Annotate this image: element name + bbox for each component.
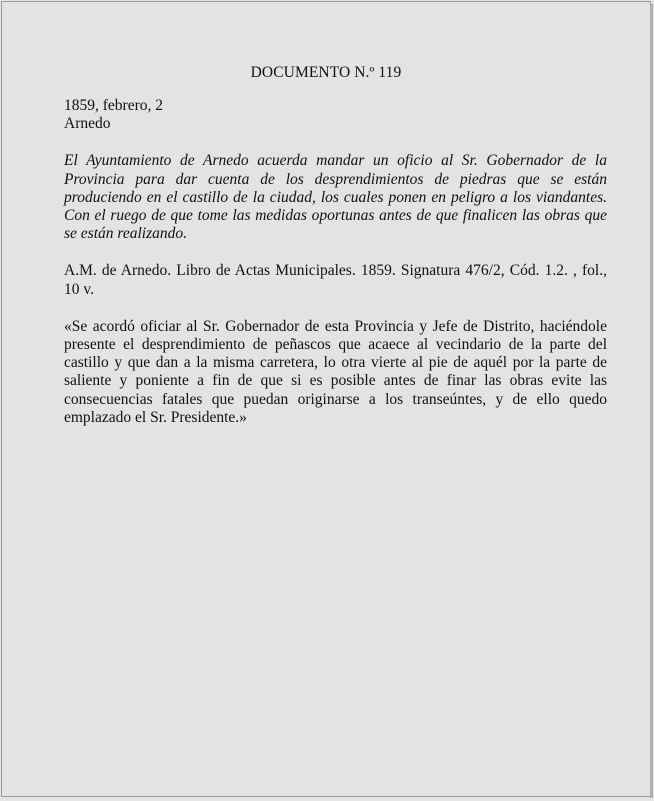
- document-title: DOCUMENTO N.º 119: [250, 64, 402, 81]
- document-body: [64, 97, 607, 427]
- document-transcription: «Se acordó oficiar al Sr. Gobernador de esta Provincia y Jefe de Distrito, haciéndole presente el desprendimiento de peñascos que acaece al vecindario de la parte del castillo y que dan a la misma carretera, lo otra vierte al pie de aquél por la parte de saliente y poniente a fin de que si es posible antes de finar las obras evite las consecuencias fatales que puedan originarse a los transeúntes, y de ello quedo emplazado el Sr. Presidente.»: [64, 317, 607, 426]
- document-date: 1859, febrero, 2: [64, 97, 163, 114]
- document-summary: El Ayuntamiento de Arnedo acuerda mandar un oficio al Sr. Gobernador de la Provincia para dar cuenta de los desprendimientos de piedras que se están produciendo en el castillo de la ciudad, los cuales ponen en peligro a los viandantes. Con el ruego de que tome las medidas oportunas antes de que finalicen las obras que se están realizando.: [64, 152, 607, 243]
- document-page: [1, 1, 651, 797]
- document-source: A.M. de Arnedo. Libro de Actas Municipales. 1859. Signatura 476/2, Cód. 1.2. , fol., 10 v.: [64, 262, 607, 298]
- document-place: Arnedo: [64, 115, 111, 133]
